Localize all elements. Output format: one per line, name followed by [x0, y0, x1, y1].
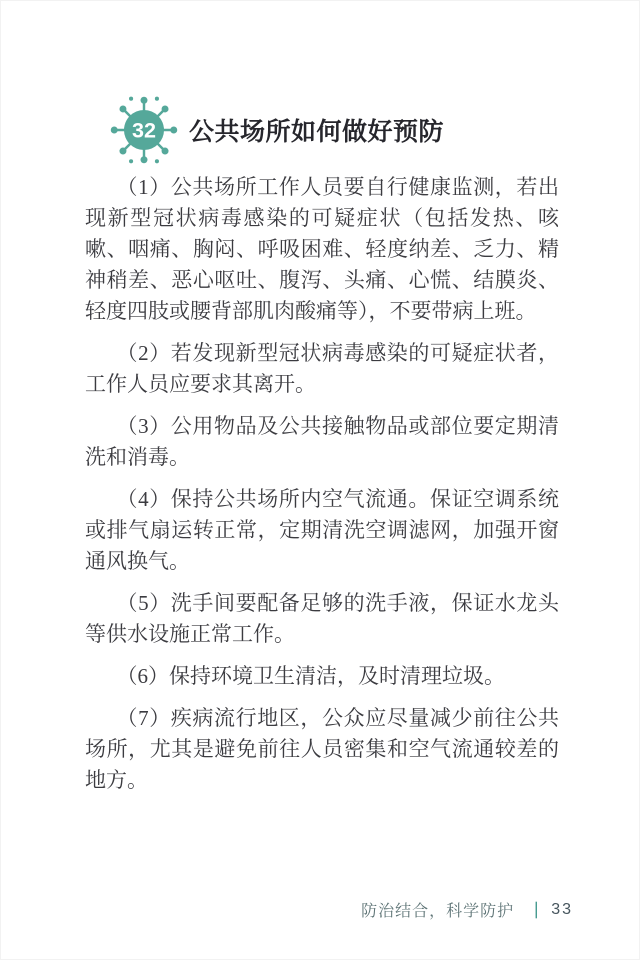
paragraph-6: （6）保持环境卫生清洁，及时清理垃圾。	[116, 664, 505, 688]
footer-separator: ｜	[528, 903, 546, 920]
paragraph-5: （5）洗手间要配备足够的洗手液，保证水龙头等供水设施正常工作。	[85, 591, 559, 646]
paragraph-4: （4）保持公共场所内空气流通。保证空调系统或排气扇运转正常，定期清洗空调滤网，加强开窗通风换气。	[85, 487, 559, 573]
footer-slogan: 防治结合，科学防护	[361, 903, 515, 920]
virus-icon	[105, 91, 183, 169]
page-footer	[361, 898, 573, 921]
paragraph-1: （1）公共场所工作人员要自行健康监测，若出现新型冠状病毒感染的可疑症状（包括发热、咳嗽、咽痛、胸闷、呼吸困难、轻度纳差、乏力、精神稍差、恶心呕吐、腹泻、头痛、心慌、结膜炎、轻度四肢或腰背部肌肉酸痛等），不要带病上班。	[85, 175, 559, 323]
paragraph-2: （2）若发现新型冠状病毒感染的可疑症状者，工作人员应要求其离开。	[85, 341, 559, 396]
paragraph-3: （3）公用物品及公共接触物品或部位要定期清洗和消毒。	[85, 414, 559, 469]
page-number: 33	[551, 900, 573, 918]
body-text	[85, 172, 559, 807]
section-header	[105, 91, 444, 169]
paragraph-7: （7）疾病流行地区，公众应尽量减少前往公共场所，尤其是避免前往人员密集和空气流通较差的地方。	[85, 706, 559, 792]
page-title: 公共场所如何做好预防	[189, 118, 445, 146]
section-number: 32	[132, 117, 156, 143]
